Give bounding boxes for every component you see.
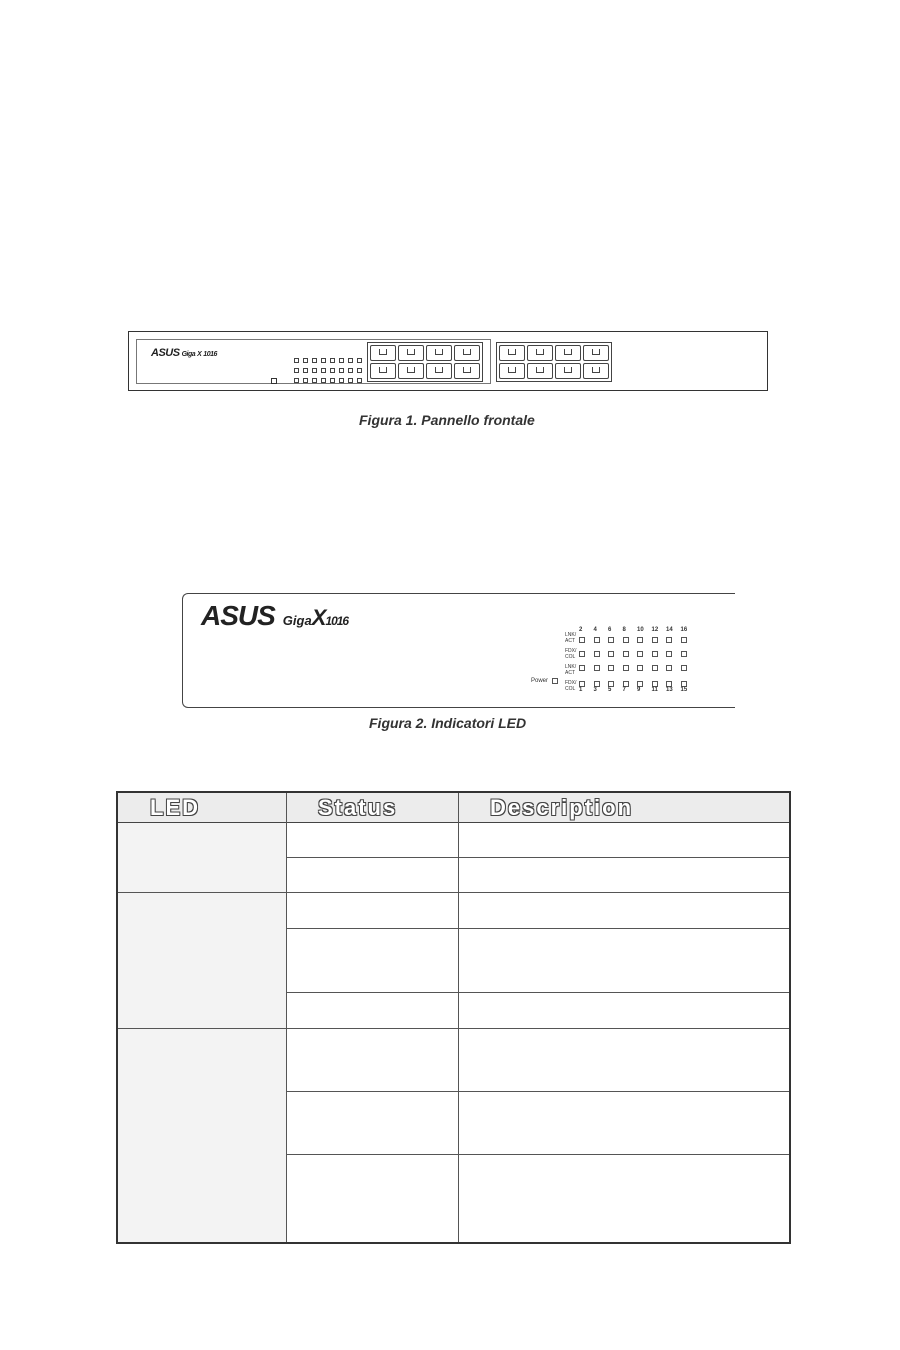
column-divider-1 — [286, 793, 287, 1242]
port-bank-2 — [496, 342, 612, 382]
led-indicator — [652, 651, 658, 657]
led-indicator — [637, 665, 643, 671]
model-number: 1016 — [325, 614, 349, 628]
port-number-bottom: 11 — [651, 687, 658, 693]
led-indicator — [623, 665, 629, 671]
row-divider — [287, 1091, 789, 1092]
group-divider-2 — [118, 1028, 789, 1029]
led-indicator — [666, 637, 672, 643]
header-led: LED — [150, 795, 200, 820]
led-indicator — [652, 665, 658, 671]
led-indicator — [681, 651, 687, 657]
port-number-bottom: 13 — [666, 687, 673, 693]
port-number-bottom: 3 — [593, 687, 597, 693]
led-indicator — [666, 651, 672, 657]
led-indicators-figure — [182, 593, 735, 708]
row-divider — [287, 857, 789, 858]
led-indicator — [681, 637, 687, 643]
asus-logo-small — [151, 347, 217, 359]
led-indicator — [681, 665, 687, 671]
led-indicator — [623, 637, 629, 643]
header-description: Description — [490, 795, 634, 820]
port-number-bottom: 5 — [608, 687, 612, 693]
table-header — [118, 793, 789, 823]
power-led-indicator — [271, 378, 277, 384]
model-x: X — [197, 351, 202, 358]
model-x: X — [311, 605, 326, 630]
port-number-top: 4 — [593, 627, 597, 633]
port-number-top: 12 — [651, 627, 659, 633]
led-indicator — [579, 651, 585, 657]
led-column-background — [118, 822, 287, 1242]
port-number-bottom: 15 — [680, 687, 688, 693]
led-indicator — [637, 637, 643, 643]
led-indicator — [594, 665, 600, 671]
row-label-3: LNK/ ACT — [565, 664, 577, 676]
model-number: 1016 — [203, 351, 217, 358]
led-indicator — [579, 665, 585, 671]
led-indicator — [623, 651, 629, 657]
row-label-1: LNK/ ACT — [565, 632, 577, 644]
port-number-bottom: 9 — [637, 687, 641, 693]
model-giga: Giga — [282, 613, 312, 628]
row-divider — [287, 1154, 789, 1155]
asus-logo — [201, 600, 348, 632]
port-number-top: 16 — [680, 627, 688, 633]
port-number-top: 10 — [637, 627, 644, 633]
port-number-bottom: 1 — [579, 687, 583, 693]
column-divider-2 — [458, 793, 459, 1242]
group-divider-1 — [118, 892, 789, 893]
led-indicator — [594, 651, 600, 657]
led-indicator — [579, 637, 585, 643]
figure1-caption: Figura 1. Pannello frontale — [359, 412, 535, 428]
port-number-bottom: 7 — [622, 687, 626, 693]
row-label-2: FDX/ COL — [565, 648, 577, 660]
led-status-table — [116, 791, 791, 1244]
figure2-caption: Figura 2. Indicatori LED — [369, 715, 527, 731]
led-indicator-grid — [294, 358, 361, 383]
led-indicator — [594, 637, 600, 643]
port-number-top: 8 — [622, 627, 626, 633]
power-label: Power — [531, 678, 549, 684]
led-indicator — [608, 665, 614, 671]
led-indicator — [637, 651, 643, 657]
logo-text: ASUS — [201, 600, 275, 631]
header-status: Status — [318, 795, 398, 820]
port-number-top: 14 — [666, 627, 673, 633]
power-led — [552, 678, 558, 684]
led-indicator — [666, 665, 672, 671]
port-bank-1 — [367, 342, 483, 382]
row-label-4: FDX/ COL — [565, 680, 577, 692]
front-panel-figure — [128, 331, 768, 391]
row-divider — [287, 992, 789, 993]
led-indicator — [652, 637, 658, 643]
port-number-top: 6 — [608, 627, 612, 633]
row-divider — [287, 928, 789, 929]
led-indicator — [608, 637, 614, 643]
led-indicator — [608, 651, 614, 657]
port-number-top: 2 — [579, 627, 583, 633]
logo-text: ASUS — [151, 347, 180, 359]
model-giga: Giga — [181, 351, 196, 358]
